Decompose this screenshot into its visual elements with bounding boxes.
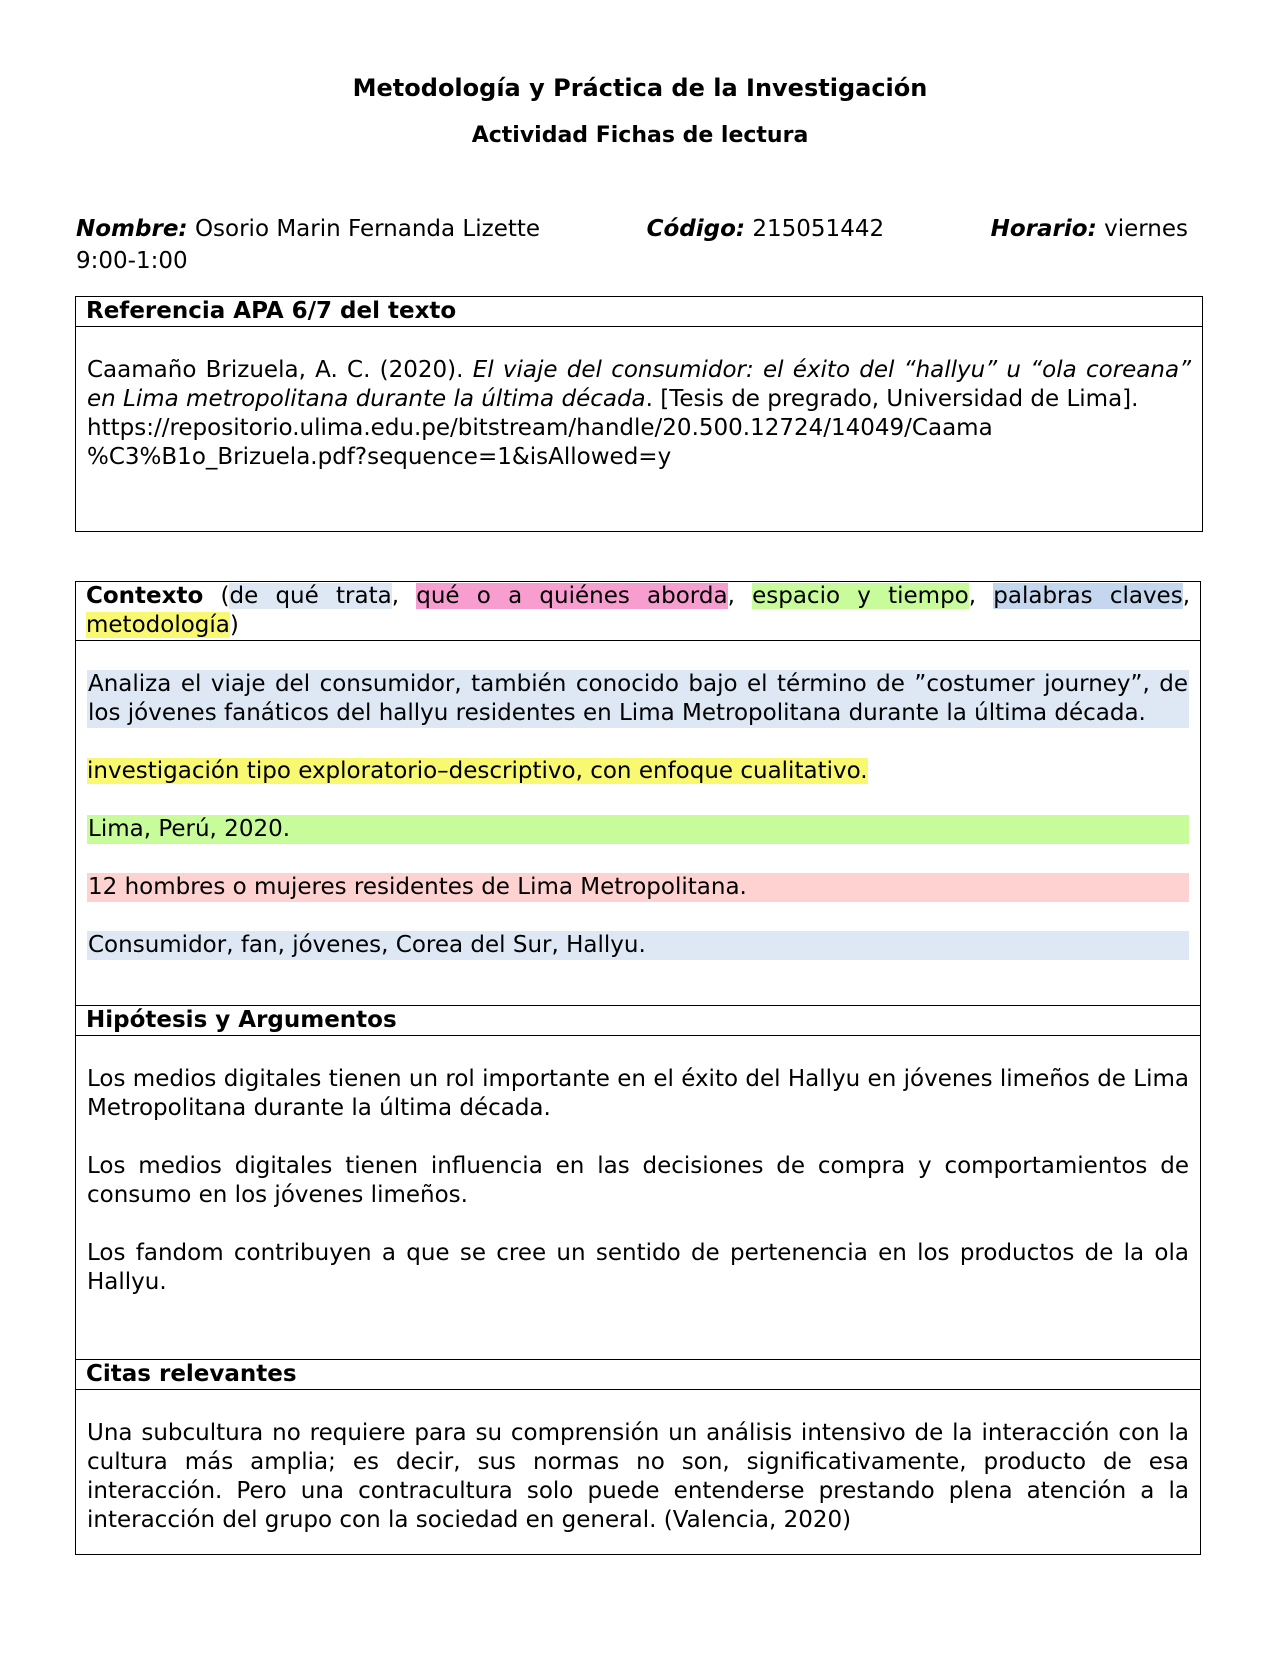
reference-citation: Caamaño Brizuela, A. C. (2020). El viaje del consumidor: el éxito del “hallyu” u “ola coreana” en Lima metropolitana durante la última década. [Tesis de pregrado, Universidad de Lima]. — [87, 357, 1191, 412]
context-about: Analiza el viaje del consumidor, también conocido bajo el término de ”costumer journey”, de los jóvenes fanáticos del hallyu residentes en Lima Metropolitana durante la última década. — [88, 671, 1188, 726]
context-heading: Contexto (de qué trata, qué o a quiénes aborda, espacio y tiempo, palabras claves, metodología) — [76, 582, 1200, 641]
name-value: Osorio Marin Fernanda Lizette — [194, 216, 541, 242]
context-body — [76, 641, 1200, 1005]
student-name — [76, 213, 540, 245]
quote-text: Una subcultura no requiere para su comprensión un análisis intensivo de la interacción con la cultura más amplia; es decir, sus normas no son, significativamente, producto de esa interacción. Pero una contracultura solo puede entenderse prestando plena atención a la interacción del grupo con la sociedad en general. (Valencia, 2020) — [87, 1420, 1189, 1533]
reference-url[interactable]: https://repositorio.ulima.edu.pe/bitstream/handle/20.500.12724/14049/Caama %C3%B1o_Brizuela.pdf?sequence=1&isAllowed=y — [87, 415, 993, 470]
hypothesis-heading: Hipótesis y Argumentos — [76, 1005, 1200, 1036]
hypothesis-item: Los fandom contribuyen a que se cree un sentido de pertenencia en los productos de la ola Hallyu. — [87, 1240, 1189, 1295]
legend-methodology: metodología — [86, 612, 230, 638]
context-space-time: Lima, Perú, 2020. — [87, 815, 1189, 844]
reading-card-box — [75, 581, 1201, 1555]
hypothesis-body — [76, 1036, 1200, 1359]
context-subjects: 12 hombres o mujeres residentes de Lima Metropolitana. — [87, 873, 1189, 902]
student-code — [647, 213, 885, 245]
student-schedule — [991, 213, 1188, 245]
legend-about: de qué trata — [229, 583, 392, 609]
quotes-body — [76, 1390, 1200, 1535]
schedule-label: Horario: — [990, 216, 1097, 242]
name-label: Nombre: — [76, 216, 188, 242]
hypothesis-item: Los medios digitales tienen un rol importante en el éxito del Hallyu en jóvenes limeños de Lima Metropolitana durante la última década. — [87, 1066, 1189, 1121]
legend-space-time: espacio y tiempo — [752, 583, 969, 609]
code-label: Código: — [646, 216, 746, 242]
reference-work-title: El viaje del consumidor: el éxito del “hallyu” u “ola coreana” en Lima metropolitana durante la última década — [87, 357, 1191, 412]
student-info — [76, 213, 1188, 277]
quotes-heading: Citas relevantes — [76, 1359, 1200, 1390]
document-title: Metodología y Práctica de la Investigación — [352, 74, 928, 102]
schedule-value: viernes — [1104, 216, 1188, 242]
reference-box — [75, 296, 1203, 532]
legend-subjects: qué o a quiénes aborda — [416, 583, 728, 609]
document-subtitle: Actividad Fichas de lectura — [471, 123, 809, 148]
code-value: 215051442 — [752, 216, 885, 242]
reference-body — [76, 327, 1202, 472]
context-keywords: Consumidor, fan, jóvenes, Corea del Sur, Hallyu. — [87, 931, 1189, 960]
reference-heading: Referencia APA 6/7 del texto — [76, 297, 1202, 327]
legend-keywords: palabras claves — [993, 583, 1183, 609]
schedule-time: 9:00-1:00 — [76, 248, 188, 274]
hypothesis-item: Los medios digitales tienen influencia en las decisiones de compra y comportamientos de consumo en los jóvenes limeños. — [87, 1153, 1189, 1208]
context-methodology: investigación tipo exploratorio–descriptivo, con enfoque cualitativo. — [87, 758, 868, 784]
